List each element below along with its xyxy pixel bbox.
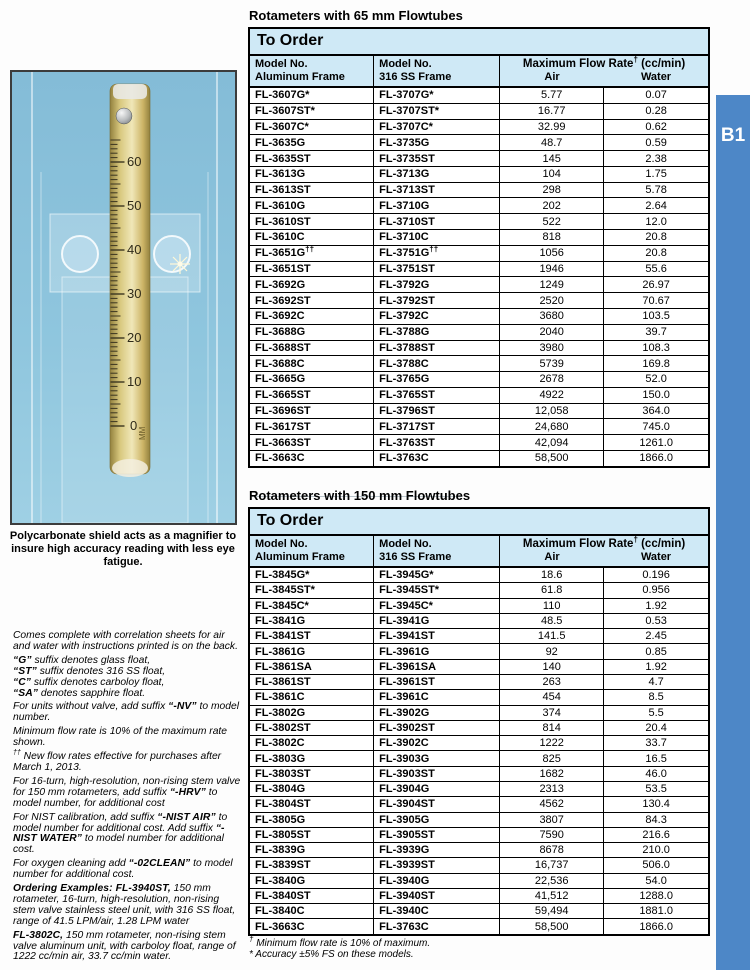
water-flow-cell: 108.3 bbox=[604, 340, 708, 356]
table-row bbox=[250, 690, 708, 705]
water-flow-cell: 1.92 bbox=[604, 659, 708, 674]
table-body bbox=[250, 567, 708, 934]
model-ss-cell: FL-3905G bbox=[374, 812, 500, 827]
model-ss-cell: FL-3735ST bbox=[374, 151, 500, 167]
table-row bbox=[250, 214, 708, 230]
side-tab-label: B1 bbox=[720, 125, 746, 146]
model-aluminum-cell: FL-3692ST bbox=[250, 293, 374, 309]
footnote: * Accuracy ±5% FS on these models. bbox=[249, 949, 414, 961]
air-flow-cell: 61.8 bbox=[500, 583, 604, 598]
water-flow-cell: 210.0 bbox=[604, 843, 708, 858]
air-flow-cell: 1056 bbox=[500, 245, 604, 261]
water-flow-cell: 364.0 bbox=[604, 403, 708, 419]
model-ss-cell: FL-3713ST bbox=[374, 182, 500, 198]
note-paragraph: FL-3802C, 150 mm rotameter, non-rising stem valve aluminum unit, with carboloy float, range of 1222 cc/min air, 33.7 cc/min water. bbox=[13, 929, 236, 963]
air-flow-cell: 24,680 bbox=[500, 419, 604, 435]
air-flow-cell: 522 bbox=[500, 214, 604, 230]
note-paragraph: For oxygen cleaning add “-02CLEAN” to model number for additional cost. bbox=[13, 858, 233, 881]
model-aluminum-cell: FL-3861G bbox=[250, 644, 374, 659]
model-ss-cell: FL-3945C* bbox=[374, 598, 500, 613]
model-ss-cell: FL-3903ST bbox=[374, 766, 500, 781]
water-flow-cell: 84.3 bbox=[604, 812, 708, 827]
table-row bbox=[250, 644, 708, 659]
water-flow-cell: 8.5 bbox=[604, 690, 708, 705]
model-aluminum-cell: FL-3692G bbox=[250, 277, 374, 293]
model-ss-cell: FL-3788C bbox=[374, 356, 500, 372]
table-row bbox=[250, 356, 708, 372]
water-flow-cell: 2.45 bbox=[604, 629, 708, 644]
air-flow-cell: 110 bbox=[500, 598, 604, 613]
table-row bbox=[250, 435, 708, 451]
table-row bbox=[250, 403, 708, 419]
column-header-aluminum: Model No. Aluminum Frame bbox=[250, 536, 374, 567]
model-aluminum-cell: FL-3841ST bbox=[250, 629, 374, 644]
ordering-notes bbox=[13, 631, 243, 966]
water-flow-cell: 20.8 bbox=[604, 245, 708, 261]
section-title: Rotameters with 65 mm Flowtubes bbox=[249, 8, 463, 23]
table-row bbox=[250, 629, 708, 644]
air-flow-cell: 5.77 bbox=[500, 87, 604, 103]
air-flow-cell: 818 bbox=[500, 230, 604, 246]
air-flow-cell: 18.6 bbox=[500, 567, 604, 583]
table-row bbox=[250, 450, 708, 465]
model-ss-cell: FL-3796ST bbox=[374, 403, 500, 419]
table-row bbox=[250, 324, 708, 340]
model-aluminum-cell: FL-3840C bbox=[250, 904, 374, 919]
air-flow-cell: 22,536 bbox=[500, 873, 604, 888]
model-aluminum-cell: FL-3804ST bbox=[250, 797, 374, 812]
table-row bbox=[250, 293, 708, 309]
footnote: † Minimum flow rate is 10% of maximum. bbox=[249, 934, 431, 949]
rotameter-photo-graphic bbox=[12, 72, 235, 523]
water-flow-cell: 130.4 bbox=[604, 797, 708, 812]
air-flow-cell: 32.99 bbox=[500, 119, 604, 135]
note-paragraph: Minimum flow rate is 10% of the maximum rate shown. bbox=[13, 726, 228, 749]
water-flow-cell: 0.53 bbox=[604, 613, 708, 628]
order-table bbox=[248, 27, 710, 468]
model-ss-cell: FL-3940G bbox=[374, 873, 500, 888]
column-header-aluminum: Model No. Aluminum Frame bbox=[250, 56, 374, 87]
water-flow-cell: 39.7 bbox=[604, 324, 708, 340]
water-flow-cell: 16.5 bbox=[604, 751, 708, 766]
note-paragraph: For 16-turn, high-resolution, non-rising stem valve for 150 mm rotameters, add suffix “-HRV” to model number, for additional cost bbox=[13, 775, 241, 809]
model-aluminum-cell: FL-3665ST bbox=[250, 387, 374, 403]
model-aluminum-cell: FL-3841G bbox=[250, 613, 374, 628]
table-row bbox=[250, 419, 708, 435]
column-header-ss: Model No. 316 SS Frame bbox=[374, 56, 500, 87]
air-flow-cell: 48.7 bbox=[500, 135, 604, 151]
model-ss-cell: FL-3961C bbox=[374, 690, 500, 705]
model-ss-cell: FL-3792ST bbox=[374, 293, 500, 309]
table-row bbox=[250, 812, 708, 827]
water-flow-cell: 1288.0 bbox=[604, 888, 708, 903]
model-ss-cell: FL-3903G bbox=[374, 751, 500, 766]
water-flow-cell: 5.5 bbox=[604, 705, 708, 720]
water-subheader: Water bbox=[640, 551, 672, 563]
water-flow-cell: 1.92 bbox=[604, 598, 708, 613]
model-aluminum-cell: FL-3845ST* bbox=[250, 583, 374, 598]
table-row bbox=[250, 873, 708, 888]
unit-label: MM bbox=[138, 426, 147, 440]
model-ss-cell: FL-3940ST bbox=[374, 888, 500, 903]
model-ss-cell: FL-3788ST bbox=[374, 340, 500, 356]
water-flow-cell: 53.5 bbox=[604, 781, 708, 796]
table-row bbox=[250, 598, 708, 613]
table-row bbox=[250, 858, 708, 873]
scale-label: 20 bbox=[127, 330, 142, 345]
model-aluminum-cell: FL-3861C bbox=[250, 690, 374, 705]
model-ss-cell: FL-3751G†† bbox=[374, 245, 500, 261]
water-flow-cell: 0.85 bbox=[604, 644, 708, 659]
air-flow-cell: 16,737 bbox=[500, 858, 604, 873]
air-flow-cell: 42,094 bbox=[500, 435, 604, 451]
photo-caption: Polycarbonate shield acts as a magnifier to insure high accuracy reading with less eye fatigue. bbox=[9, 530, 237, 568]
water-flow-cell: 0.956 bbox=[604, 583, 708, 598]
air-flow-cell: 1682 bbox=[500, 766, 604, 781]
air-flow-cell: 58,500 bbox=[500, 919, 604, 934]
model-aluminum-cell: FL-3607C* bbox=[250, 119, 374, 135]
flow-rate-label: Maximum Flow Rate† (cc/min) bbox=[522, 535, 686, 550]
note-paragraph: For units without valve, add suffix “-NV” to model number. bbox=[13, 701, 239, 724]
model-ss-cell: FL-3939ST bbox=[374, 858, 500, 873]
table-row bbox=[250, 151, 708, 167]
note-paragraph: Ordering Examples: FL-3940ST, 150 mm rotameter, 16-turn, high-resolution, non-rising stem valve stainless steel unit, with 316 SS float, range of 41.5 LPM/air, 1.28 LPM water bbox=[13, 883, 236, 927]
model-ss-cell: FL-3765ST bbox=[374, 387, 500, 403]
water-subheader: Water bbox=[640, 71, 672, 83]
water-flow-cell: 52.0 bbox=[604, 372, 708, 388]
air-flow-cell: 374 bbox=[500, 705, 604, 720]
model-ss-cell: FL-3763C bbox=[374, 919, 500, 934]
table-row bbox=[250, 340, 708, 356]
model-ss-cell: FL-3717ST bbox=[374, 419, 500, 435]
table-row bbox=[250, 87, 708, 103]
model-ss-cell: FL-3763ST bbox=[374, 435, 500, 451]
water-flow-cell: 745.0 bbox=[604, 419, 708, 435]
model-aluminum-cell: FL-3805G bbox=[250, 812, 374, 827]
table-row bbox=[250, 308, 708, 324]
table-row bbox=[250, 230, 708, 246]
table-row bbox=[250, 736, 708, 751]
scale-label: 0 bbox=[130, 418, 138, 433]
model-ss-cell: FL-3939G bbox=[374, 843, 500, 858]
model-ss-cell: FL-3940C bbox=[374, 904, 500, 919]
model-aluminum-cell: FL-3802G bbox=[250, 705, 374, 720]
water-flow-cell: 20.8 bbox=[604, 230, 708, 246]
rotameter-photo bbox=[10, 70, 237, 525]
water-flow-cell: 5.78 bbox=[604, 182, 708, 198]
table-row bbox=[250, 674, 708, 689]
table-row bbox=[250, 751, 708, 766]
note-paragraph: For NIST calibration, add suffix “-NIST AIR” to model number for additional cost. Add suffix “-NIST WATER” to model number for additional cost. bbox=[13, 811, 228, 856]
water-flow-cell: 1866.0 bbox=[604, 450, 708, 465]
scale-label: 30 bbox=[127, 286, 142, 301]
table-row bbox=[250, 720, 708, 735]
model-aluminum-cell: FL-3803G bbox=[250, 751, 374, 766]
model-ss-cell: FL-3710ST bbox=[374, 214, 500, 230]
model-aluminum-cell: FL-3610C bbox=[250, 230, 374, 246]
model-aluminum-cell: FL-3610ST bbox=[250, 214, 374, 230]
model-ss-cell: FL-3904G bbox=[374, 781, 500, 796]
air-flow-cell: 145 bbox=[500, 151, 604, 167]
model-aluminum-cell: FL-3840ST bbox=[250, 888, 374, 903]
model-aluminum-cell: FL-3688G bbox=[250, 324, 374, 340]
water-flow-cell: 0.28 bbox=[604, 103, 708, 119]
air-flow-cell: 58,500 bbox=[500, 450, 604, 465]
column-header-flow-rate bbox=[500, 56, 708, 87]
table-row bbox=[250, 705, 708, 720]
model-aluminum-cell: FL-3610G bbox=[250, 198, 374, 214]
model-ss-cell: FL-3902C bbox=[374, 736, 500, 751]
model-aluminum-cell: FL-3802ST bbox=[250, 720, 374, 735]
order-table bbox=[248, 507, 710, 936]
air-flow-cell: 104 bbox=[500, 166, 604, 182]
section-150mm bbox=[248, 488, 710, 961]
model-aluminum-cell: FL-3613ST bbox=[250, 182, 374, 198]
water-flow-cell: 1866.0 bbox=[604, 919, 708, 934]
air-flow-cell: 92 bbox=[500, 644, 604, 659]
model-ss-cell: FL-3713G bbox=[374, 166, 500, 182]
model-aluminum-cell: FL-3651ST bbox=[250, 261, 374, 277]
model-aluminum-cell: FL-3845G* bbox=[250, 567, 374, 583]
model-ss-cell: FL-3941G bbox=[374, 613, 500, 628]
model-ss-cell: FL-3945ST* bbox=[374, 583, 500, 598]
air-subheader: Air bbox=[544, 71, 560, 83]
water-flow-cell: 216.6 bbox=[604, 827, 708, 842]
air-flow-cell: 141.5 bbox=[500, 629, 604, 644]
table-row bbox=[250, 659, 708, 674]
model-aluminum-cell: FL-3861SA bbox=[250, 659, 374, 674]
model-aluminum-cell: FL-3840G bbox=[250, 873, 374, 888]
table-row bbox=[250, 103, 708, 119]
water-flow-cell: 506.0 bbox=[604, 858, 708, 873]
air-flow-cell: 16.77 bbox=[500, 103, 604, 119]
air-flow-cell: 41,512 bbox=[500, 888, 604, 903]
rotameter-flowtube bbox=[110, 84, 150, 477]
table-row bbox=[250, 387, 708, 403]
model-ss-cell: FL-3961ST bbox=[374, 674, 500, 689]
model-aluminum-cell: FL-3663ST bbox=[250, 435, 374, 451]
air-flow-cell: 298 bbox=[500, 182, 604, 198]
table-row bbox=[250, 245, 708, 261]
note-paragraph: “G” suffix denotes glass float, “ST” suffix denotes 316 SS float, “C” suffix denotes carboloy float, “SA” denotes sapphire float. bbox=[13, 654, 166, 699]
table-row bbox=[250, 135, 708, 151]
table-row bbox=[250, 567, 708, 583]
air-flow-cell: 814 bbox=[500, 720, 604, 735]
air-flow-cell: 4562 bbox=[500, 797, 604, 812]
table-row bbox=[250, 843, 708, 858]
table-row bbox=[250, 182, 708, 198]
model-ss-cell: FL-3763C bbox=[374, 450, 500, 465]
table-body bbox=[250, 87, 708, 466]
scale-label: 50 bbox=[127, 198, 142, 213]
model-aluminum-cell: FL-3839ST bbox=[250, 858, 374, 873]
table-footnotes bbox=[249, 934, 710, 961]
model-ss-cell: FL-3792G bbox=[374, 277, 500, 293]
air-flow-cell: 3680 bbox=[500, 308, 604, 324]
model-ss-cell: FL-3788G bbox=[374, 324, 500, 340]
water-flow-cell: 0.07 bbox=[604, 87, 708, 103]
air-flow-cell: 7590 bbox=[500, 827, 604, 842]
model-aluminum-cell: FL-3663C bbox=[250, 450, 374, 465]
air-flow-cell: 1946 bbox=[500, 261, 604, 277]
model-aluminum-cell: FL-3692C bbox=[250, 308, 374, 324]
model-aluminum-cell: FL-3803ST bbox=[250, 766, 374, 781]
water-flow-cell: 2.38 bbox=[604, 151, 708, 167]
model-ss-cell: FL-3905ST bbox=[374, 827, 500, 842]
model-ss-cell: FL-3902G bbox=[374, 705, 500, 720]
air-flow-cell: 1222 bbox=[500, 736, 604, 751]
water-flow-cell: 1881.0 bbox=[604, 904, 708, 919]
water-flow-cell: 169.8 bbox=[604, 356, 708, 372]
model-aluminum-cell: FL-3802C bbox=[250, 736, 374, 751]
air-flow-cell: 5739 bbox=[500, 356, 604, 372]
model-ss-cell: FL-3710C bbox=[374, 230, 500, 246]
water-flow-cell: 0.62 bbox=[604, 119, 708, 135]
model-aluminum-cell: FL-3696ST bbox=[250, 403, 374, 419]
table-row bbox=[250, 583, 708, 598]
table-row bbox=[250, 277, 708, 293]
model-aluminum-cell: FL-3688ST bbox=[250, 340, 374, 356]
model-aluminum-cell: FL-3804G bbox=[250, 781, 374, 796]
model-ss-cell: FL-3710G bbox=[374, 198, 500, 214]
model-ss-cell: FL-3707ST* bbox=[374, 103, 500, 119]
air-flow-cell: 48.5 bbox=[500, 613, 604, 628]
water-flow-cell: 46.0 bbox=[604, 766, 708, 781]
model-aluminum-cell: FL-3607ST* bbox=[250, 103, 374, 119]
to-order-header: To Order bbox=[250, 29, 708, 56]
model-aluminum-cell: FL-3663C bbox=[250, 919, 374, 934]
table-row bbox=[250, 198, 708, 214]
air-flow-cell: 1249 bbox=[500, 277, 604, 293]
water-flow-cell: 150.0 bbox=[604, 387, 708, 403]
flow-rate-label: Maximum Flow Rate† (cc/min) bbox=[522, 55, 686, 70]
water-flow-cell: 33.7 bbox=[604, 736, 708, 751]
to-order-header: To Order bbox=[250, 509, 708, 536]
water-flow-cell: 103.5 bbox=[604, 308, 708, 324]
model-aluminum-cell: FL-3651G†† bbox=[250, 245, 374, 261]
model-ss-cell: FL-3902ST bbox=[374, 720, 500, 735]
table-row bbox=[250, 888, 708, 903]
water-flow-cell: 0.196 bbox=[604, 567, 708, 583]
water-flow-cell: 70.67 bbox=[604, 293, 708, 309]
water-flow-cell: 0.59 bbox=[604, 135, 708, 151]
model-ss-cell: FL-3792C bbox=[374, 308, 500, 324]
scale-label: 60 bbox=[127, 154, 142, 169]
float-ball bbox=[116, 108, 132, 124]
water-flow-cell: 12.0 bbox=[604, 214, 708, 230]
model-aluminum-cell: FL-3617ST bbox=[250, 419, 374, 435]
water-flow-cell: 1.75 bbox=[604, 166, 708, 182]
air-flow-cell: 59,494 bbox=[500, 904, 604, 919]
air-flow-cell: 2520 bbox=[500, 293, 604, 309]
model-ss-cell: FL-3961SA bbox=[374, 659, 500, 674]
water-flow-cell: 55.6 bbox=[604, 261, 708, 277]
air-flow-cell: 825 bbox=[500, 751, 604, 766]
water-flow-cell: 2.64 bbox=[604, 198, 708, 214]
air-flow-cell: 8678 bbox=[500, 843, 604, 858]
scale-label: 10 bbox=[127, 374, 142, 389]
column-header-flow-rate bbox=[500, 536, 708, 567]
table-row bbox=[250, 919, 708, 934]
air-flow-cell: 4922 bbox=[500, 387, 604, 403]
model-aluminum-cell: FL-3613G bbox=[250, 166, 374, 182]
model-ss-cell: FL-3765G bbox=[374, 372, 500, 388]
model-aluminum-cell: FL-3688C bbox=[250, 356, 374, 372]
glare-sparkle bbox=[170, 254, 190, 274]
model-ss-cell: FL-3904ST bbox=[374, 797, 500, 812]
side-tab-bar bbox=[716, 95, 750, 970]
table-row bbox=[250, 119, 708, 135]
air-flow-cell: 263 bbox=[500, 674, 604, 689]
table-row bbox=[250, 372, 708, 388]
air-subheader: Air bbox=[544, 551, 560, 563]
air-flow-cell: 2040 bbox=[500, 324, 604, 340]
air-flow-cell: 140 bbox=[500, 659, 604, 674]
model-aluminum-cell: FL-3861ST bbox=[250, 674, 374, 689]
model-ss-cell: FL-3945G* bbox=[374, 567, 500, 583]
air-flow-cell: 3807 bbox=[500, 812, 604, 827]
water-flow-cell: 54.0 bbox=[604, 873, 708, 888]
model-aluminum-cell: FL-3635ST bbox=[250, 151, 374, 167]
scale-label: 40 bbox=[127, 242, 142, 257]
section-title: Rotameters with 150 mm Flowtubes bbox=[249, 488, 471, 503]
table-row bbox=[250, 261, 708, 277]
water-flow-cell: 4.7 bbox=[604, 674, 708, 689]
model-aluminum-cell: FL-3635G bbox=[250, 135, 374, 151]
model-aluminum-cell: FL-3845C* bbox=[250, 598, 374, 613]
air-flow-cell: 202 bbox=[500, 198, 604, 214]
model-ss-cell: FL-3751ST bbox=[374, 261, 500, 277]
model-aluminum-cell: FL-3839G bbox=[250, 843, 374, 858]
table-row bbox=[250, 827, 708, 842]
model-aluminum-cell: FL-3805ST bbox=[250, 827, 374, 842]
note-paragraph: †† New flow rates effective for purchases after March 1, 2013. bbox=[13, 749, 222, 773]
column-header-ss: Model No. 316 SS Frame bbox=[374, 536, 500, 567]
table-row bbox=[250, 166, 708, 182]
water-flow-cell: 26.97 bbox=[604, 277, 708, 293]
table-row bbox=[250, 904, 708, 919]
table-row bbox=[250, 613, 708, 628]
table-row bbox=[250, 781, 708, 796]
model-ss-cell: FL-3707C* bbox=[374, 119, 500, 135]
model-aluminum-cell: FL-3665G bbox=[250, 372, 374, 388]
water-flow-cell: 20.4 bbox=[604, 720, 708, 735]
air-flow-cell: 2678 bbox=[500, 372, 604, 388]
section-65mm bbox=[248, 8, 710, 470]
air-flow-cell: 3980 bbox=[500, 340, 604, 356]
air-flow-cell: 454 bbox=[500, 690, 604, 705]
model-ss-cell: FL-3735G bbox=[374, 135, 500, 151]
model-ss-cell: FL-3941ST bbox=[374, 629, 500, 644]
model-aluminum-cell: FL-3607G* bbox=[250, 87, 374, 103]
air-flow-cell: 2313 bbox=[500, 781, 604, 796]
table-row bbox=[250, 766, 708, 781]
note-paragraph: Comes complete with correlation sheets for air and water with instructions printed is on the back. bbox=[13, 630, 238, 652]
water-flow-cell: 1261.0 bbox=[604, 435, 708, 451]
table-row bbox=[250, 797, 708, 812]
model-ss-cell: FL-3707G* bbox=[374, 87, 500, 103]
model-ss-cell: FL-3961G bbox=[374, 644, 500, 659]
air-flow-cell: 12,058 bbox=[500, 403, 604, 419]
